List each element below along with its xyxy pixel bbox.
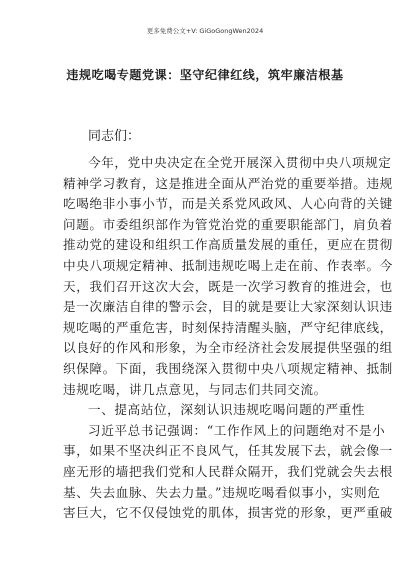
paragraph-line: 以良好的作风和形象，为全市经济社会发展提供坚强的组 [63,340,393,356]
body-text [63,153,393,524]
paragraph-line: 推动党的建设和组织工作高质量发展的重任，更应在贯彻 [63,237,393,253]
section-heading: 一、提高站位，深刻认识违规吃喝问题的严重性 [88,402,366,418]
paragraph-line: 害巨大，它不仅侵蚀党的肌体，损害党的形象，更严重破 [63,505,393,521]
paragraph-line: 规吃喝的严重危害，时刻保持清醒头脑，严守纪律底线， [63,319,393,335]
paragraph-line: 事，如果不坚决纠正不良风气，任其发展下去，就会像一 [63,443,393,459]
paragraph-line: 是一次廉洁自律的警示会，目的就是要让大家深刻认识违 [63,299,393,315]
paragraph-line: 精神学习教育，这是推进全面从严治党的重要举措。违规 [63,175,393,191]
paragraph-line: 今年，党中央决定在全党开展深入贯彻中央八项规定 [88,155,392,170]
paragraph-line: 违规吃喝，讲几点意见，与同志们共同交流。 [63,381,327,397]
paragraph-line: 织保障。下面，我围绕深入贯彻中央八项规定精神、抵制 [63,360,393,376]
paragraph-line: 习近平总书记强调：“工作作风上的问题绝对不是小 [88,422,386,438]
header-note: 更多免费公文+V: GiGoGongWen2024 [146,27,264,35]
paragraph-line: 天，我们召开这次大会，既是一次学习教育的推进会，也 [63,278,393,294]
document-title: 违规吃喝专题党课：坚守纪律红线，筑牢廉洁根基 [66,68,344,82]
paragraph-line: 问题。市委组织部作为管党治党的重要职能部门，肩负着 [63,216,393,232]
paragraph-line: 座无形的墙把我们党和人民群众隔开，我们党就会失去根 [63,463,393,479]
paragraph-line: 吃喝绝非小事小节，而是关系党风政风、人心向背的关键 [63,196,393,212]
salutation: 同志们： [88,129,141,144]
paragraph-line: 基、失去血脉、失去力量。”违规吃喝看似事小，实则危 [63,484,381,500]
paragraph-line: 中央八项规定精神、抵制违规吃喝上走在前、作表率。今 [63,257,393,273]
